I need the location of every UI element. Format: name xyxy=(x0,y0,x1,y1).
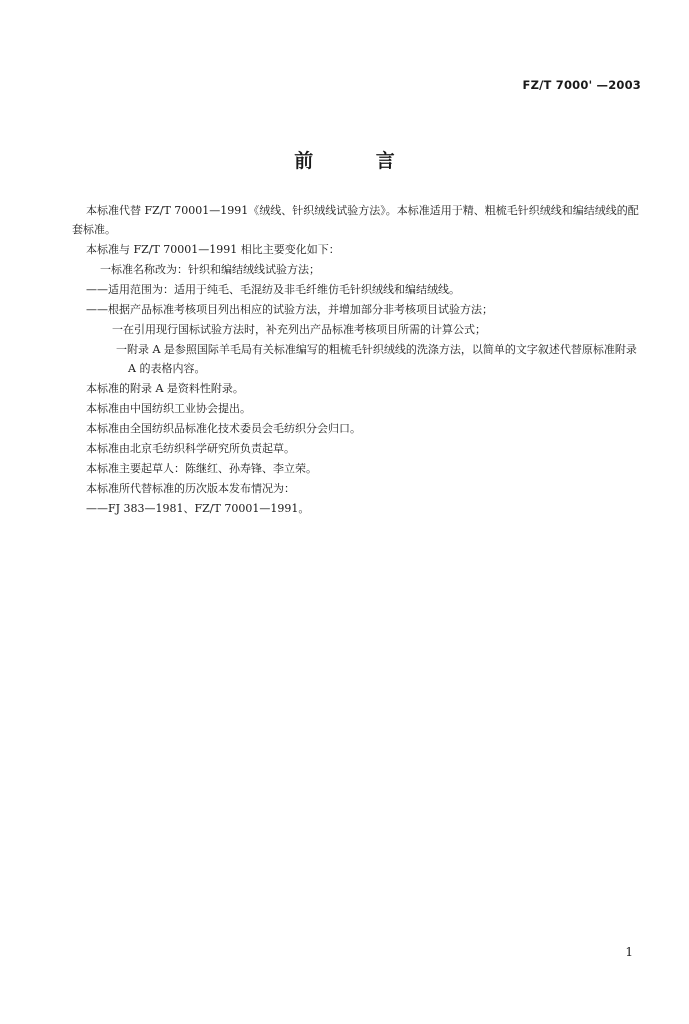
paragraph-drafters: 本标准主要起草人：陈继红、孙寿锋、李立荣。 xyxy=(86,462,317,475)
paragraph-proposer: 本标准由中国纺织工业协会提出。 xyxy=(86,402,251,415)
paragraph-committee: 本标准由全国纺织品标准化技术委员会毛纺织分会归口。 xyxy=(86,422,361,435)
change-item-annex: 一附录 A 是参照国际羊毛局有关标准编写的粗梳毛针织绒线的洗涤方法，以简单的文字叙述代替原标准附录 A 的表格内容。 xyxy=(116,343,637,375)
paragraph-history-intro: 本标准所代替标准的历次版本发布情况为： xyxy=(86,482,295,495)
foreword-body xyxy=(72,201,641,519)
page-title: 前 言 xyxy=(294,150,423,172)
paragraph-annex-note: 本标准的附录 A 是资料性附录。 xyxy=(86,382,244,395)
paragraph-changes-intro: 本标准与 FZ/T 70001—1991 相比主要变化如下： xyxy=(86,243,340,256)
paragraph-replacement: 本标准代替 FZ/T 70001—1991《绒线、针织绒线试验方法》。本标准适用于精、粗梳毛针织绒线和编结绒线的配套标准。 xyxy=(72,204,639,236)
paragraph-history-list: ——FJ 383—1981、FZ/T 70001—1991。 xyxy=(86,502,310,515)
standard-code: FZ/T 7000' —2003 xyxy=(522,78,641,92)
change-item-formulas: 一在引用现行国标试验方法时，补充列出产品标准考核项目所需的计算公式； xyxy=(112,323,486,336)
paragraph-drafting-unit: 本标准由北京毛纺织科学研究所负责起草。 xyxy=(86,442,295,455)
change-item-title: 一标准名称改为：针织和编结绒线试验方法； xyxy=(100,263,320,276)
page-number: 1 xyxy=(625,945,633,959)
change-item-methods: ——根据产品标准考核项目列出相应的试验方法，并增加部分非考核项目试验方法； xyxy=(86,303,493,316)
change-item-scope: ——适用范围为：适用于纯毛、毛混纺及非毛纤维仿毛针织绒线和编结绒线。 xyxy=(86,283,460,296)
